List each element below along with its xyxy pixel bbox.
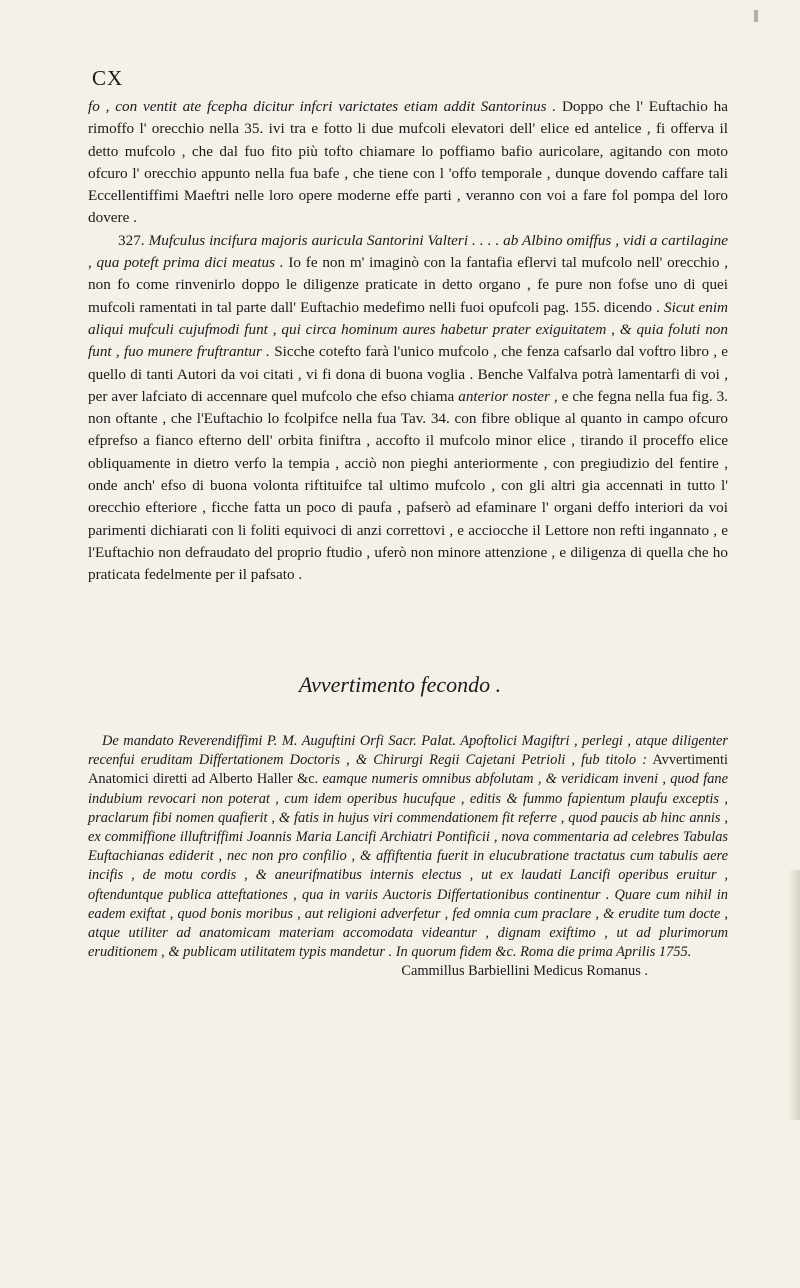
paragraph-number: 327.: [118, 231, 145, 249]
main-text-block: [88, 96, 728, 587]
paragraph-327: [88, 230, 728, 587]
continuation-italic: fo , con ventit ate fcepha dicitur infcri varictates etiam addit Santorinus .: [88, 98, 557, 115]
santorini-quote: Mufculus incifura majoris auricula Santorini Valteri . . . . ab Albino omiffus , vidi a cartilagine , qua poteft prima dici meatus .: [88, 231, 729, 272]
continuation-text: Doppo che l' Euftachio ha rimoffo l' orecchio nella 35. ivi tra e fotto li due mufcoli elevatori dell' elice ed antelice , fi offerva il detto mufcolo , che dal fuo fito più tofto chiamare lo poffiamo bafio auricolare, agitando con moto ofcuro l' orecchio appunto nella fua bafe , che tiene con l 'offo temporale , dunque dovendo caffare tali Eccellentiffimi Maeftri nelle loro opere moderne effe parti , veranno con voi a fare fol pompa del loro dovere .: [88, 98, 728, 227]
latin-segment-3: eamque numeris omnibus abfolutam , & veridicam inveni , quod fane indubium revocari non poterat , cum idem operibus hucufque , editis & fummo fapientum plaufu exceptis , praclarum fibi nomen quafierit , & fatis in hujus viri commendationem fit referre , quod paucis ab hinc annis , ex commiffione illuftriffimi Joannis Maria Lancifi Archiatri Pontificii , nova commentaria ad celebres Tabulas Euftachianas ediderit , nec non pro confilio , & affiftentia fuerit in elucubratione tractatus cum tabulis aere incifis , de motu cordis , & aneurifmatibus internis: [88, 771, 729, 884]
eustachio-quote: Sicut enim aliqui mufculi cujufmodi funt , qui circa hominum aures habetur prater exiguitatem , & quia foluti non funt , fuo munere fruftrantur .: [88, 298, 729, 361]
page-corner-mark: [754, 10, 758, 22]
page-edge-shadow: [788, 870, 800, 1120]
paragraph-text-b: Sicche cotefto farà l'unico mufcolo , che fenza cafsarlo dal voftro libro , e quello di tanti Autori da voi citati , vi fi dona di buona voglia . Benche Valfalva potrà lamentarfi di voi , per aver lafciato di accennare quel mufcolo che efso chiama: [88, 343, 728, 405]
anterior-noster-term: anterior noster ,: [458, 387, 558, 405]
latin-approval-paragraph: [88, 732, 728, 962]
latin-segment-2: Avvertimenti Anatomici diretti ad Alberto Haller &c.: [88, 752, 728, 788]
paragraph-continuation: [88, 96, 728, 230]
paragraph-text-c: e che fegna nella fua fig. 3. non oftante , che l'Euftachio lo fcolpifce nella fua Tav. 34. con fibre oblique al quanto in campo ofcuro efprefso a fianco efterno dell' orbita finiftra , accofto il mufcolo minor elice , tirando il proceffo elice obliquamente in dietro verfo la tempia , acciò non pieghi anteriormente , con pregiudizio del fentire , onde anch' efso di buona volonta riftituifce tal ultimo mufcolo , con gli altri gia accennati in tutto l' orecchio efteriore , ficche fatta un poco di paufa , pafserò ad efaminare l' organi deffo interiori da voi parimenti dichiarati con li foliti equivoci di anzi correttovi , e acciocche il Lettore non refti ingannato , e l'Euftachio non defraudato del proprio ftudio , uferò non minore attenzione , e diligenza di quella che ho praticata fedelmente per il pafsato .: [88, 387, 728, 584]
paragraph-text-a: Io fe non m' imaginò con la fantafia eflervi tal mufcolo nell' orecchio , non fo come rinvenirlo doppo le diligenze praticate in detto organo , fe pure non fofse uno di quei mufcoli ramentati in tal parte dall' Euftachio medefimo nelli fuoi opufcoli pag. 155. dicendo .: [88, 254, 729, 316]
latin-approval-block: [88, 732, 728, 982]
section-heading: Avvertimento fecondo .: [298, 672, 502, 697]
latin-segment-4: electus , ut ex laudati Lancifi operibus eruitur , oftenduntque publica atteftationes , qua in variis Auctoris Differtationibus continentur . Quare cum nihil in eadem exiftat , quod bonis moribus , aut religioni adverfetur , fed omnia cum praclare , & erudite tum docte , atque utiliter ad anatomicam materiam accomodata videantur , dignam exiftimo , ut ad plurimorum eruditionem , & publicam utilitatem typis mandetur . In quorum fidem &c. Roma die prima Aprilis 1755.: [88, 867, 728, 961]
folio-number: CX: [92, 66, 124, 90]
latin-segment-1: De mandato Reverendiffimi P. M. Auguftini Orfi Sacr. Palat. Apoftolici Magiftri , perlegi , atque diligenter recenfui eruditam Differtationem Doctoris , & Chirurgi Regii Cajetani Petrioli , fub titolo :: [88, 733, 728, 769]
approval-signature: Cammillus Barbiellini Medicus Romanus .: [401, 963, 648, 980]
